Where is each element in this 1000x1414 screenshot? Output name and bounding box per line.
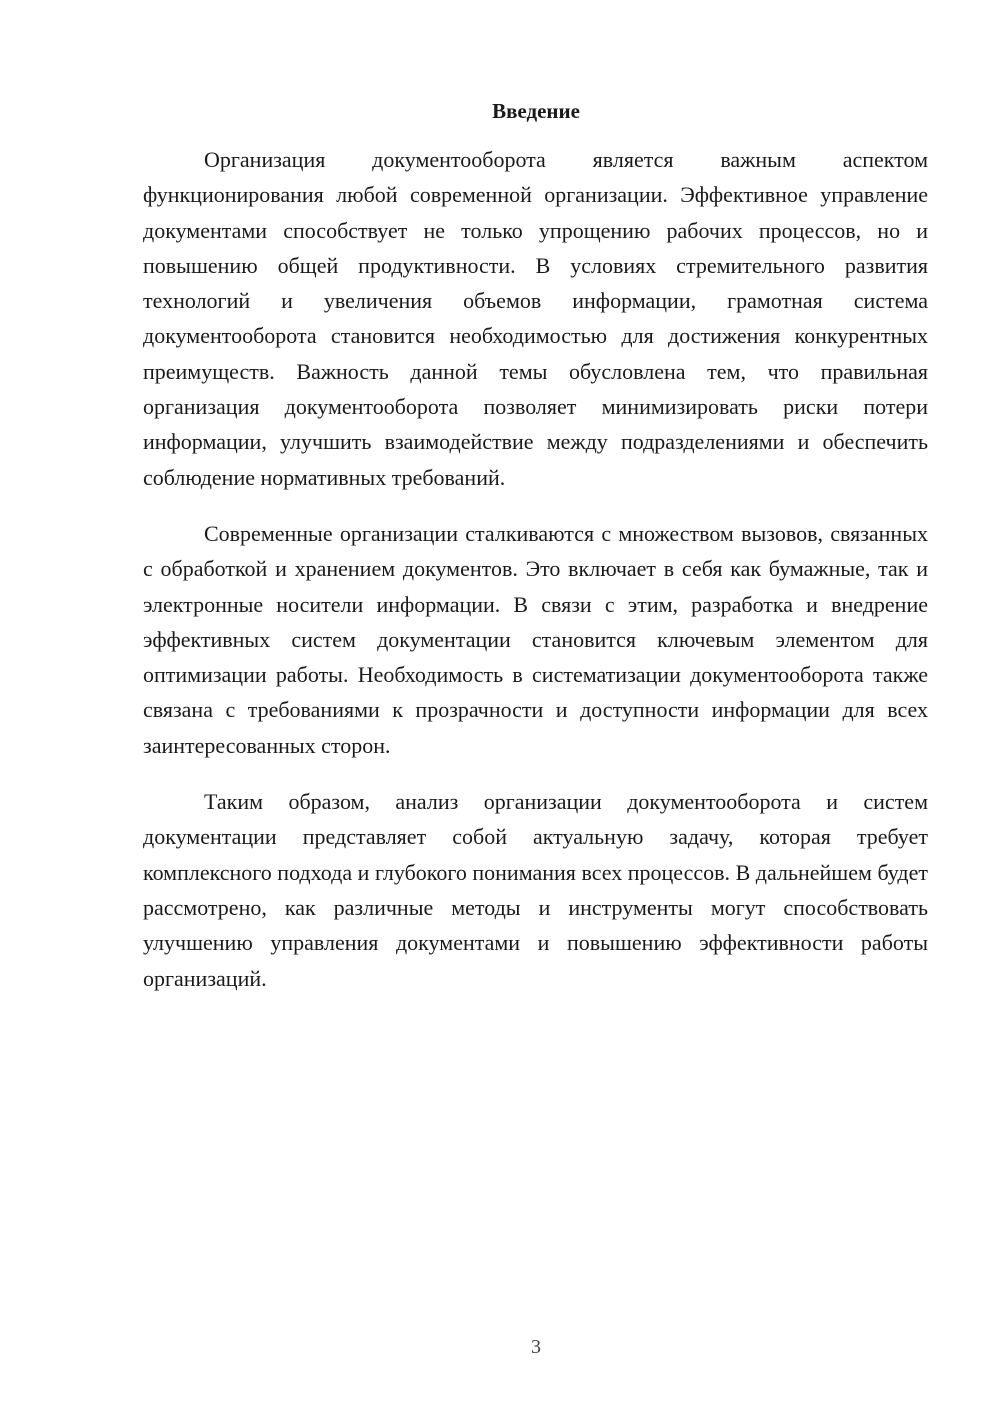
paragraph-2: Современные организации сталкиваются с множеством вызовов, связанных с обработкой и хранением документов. Это включает в себя как бумажные, так и электронные носители информации. В связи с этим, разработка и внедрение эффективных систем документации становится ключевым элементом для оптимизации работы. Необходимость в систематизации документооборота также связана с требованиями к прозрачности и доступности информации для всех заинтересованных сторон. bbox=[143, 520, 928, 758]
body-text bbox=[143, 142, 928, 1017]
paragraph-3: Таким образом, анализ организации документооборота и систем документации представляет собой актуальную задачу, которая требует комплексного подхода и глубокого понимания всех процессов. В дальнейшем будет рассмотрено, как различные методы и инструменты могут способствовать улучшению управления документами и повышению эффективности работы организаций. bbox=[143, 789, 928, 991]
section-heading: Введение bbox=[492, 99, 580, 123]
paragraph-1: Организация документооборота является важным аспектом функционирования любой современной организации. Эффективное управление документами способствует не только упрощению рабочих процессов, но и повышению общей продуктивности. В условиях стремительного развития технологий и увеличения объемов информации, грамотная система документооборота становится необходимостью для достижения конкурентных преимуществ. Важность данной темы обусловлена тем, что правильная организация документооборота позволяет минимизировать риски потери информации, улучшить взаимодействие между подразделениями и обеспечить соблюдение нормативных требований. bbox=[143, 147, 928, 490]
page-number: 3 bbox=[531, 1336, 541, 1358]
